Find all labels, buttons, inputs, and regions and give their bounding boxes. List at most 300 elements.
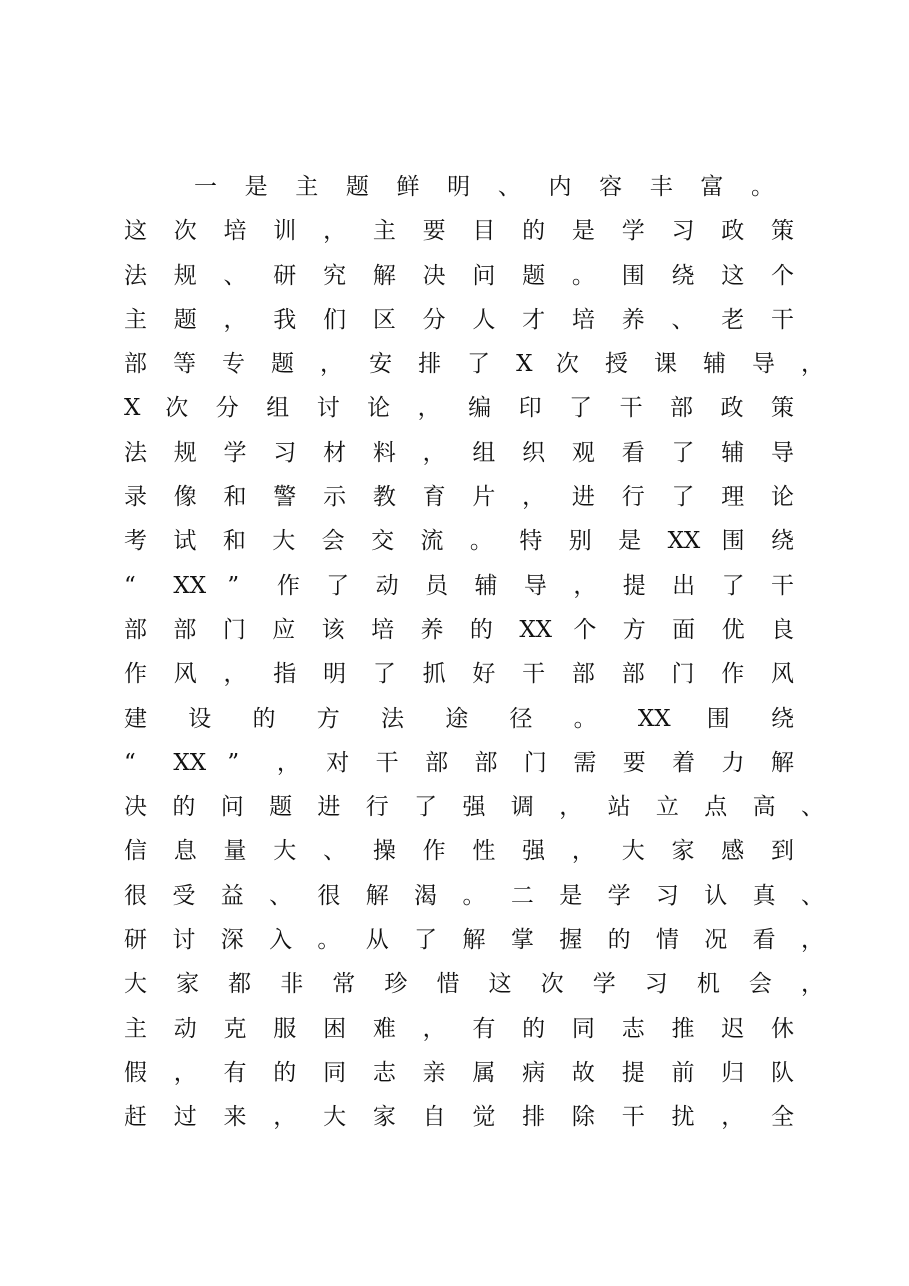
text-glyph: 导 — [751, 351, 775, 378]
text-glyph: 我 — [273, 306, 297, 333]
text-glyph: 了 — [372, 661, 396, 688]
text-line — [124, 209, 824, 253]
text-glyph: 政 — [720, 395, 744, 422]
text-glyph: 前 — [671, 1059, 695, 1086]
text-glyph: 次 — [555, 351, 579, 378]
text-glyph: 况 — [704, 927, 728, 954]
text-line — [124, 165, 824, 209]
text-glyph: 进 — [571, 484, 595, 511]
text-glyph: 专 — [222, 351, 246, 378]
text-glyph: 非 — [280, 971, 304, 998]
text-glyph: 良 — [771, 616, 794, 643]
text-glyph: X — [124, 395, 141, 422]
text-line — [124, 829, 824, 873]
text-glyph: 论 — [771, 484, 794, 511]
text-glyph: 部 — [124, 616, 147, 643]
text-glyph: 绕 — [671, 262, 695, 289]
text-glyph: 法 — [124, 262, 147, 289]
text-glyph: 录 — [124, 484, 147, 511]
text-line — [124, 741, 824, 785]
text-glyph: 解 — [372, 262, 396, 289]
text-glyph: 了 — [414, 794, 438, 821]
text-glyph: 习 — [273, 439, 297, 466]
text-glyph: 珍 — [384, 971, 408, 998]
text-glyph: 等 — [173, 351, 196, 378]
text-glyph: 考 — [124, 528, 147, 555]
text-glyph: 全 — [771, 1104, 794, 1131]
text-glyph: 训 — [273, 218, 297, 245]
text-glyph: 解 — [462, 927, 486, 954]
text-glyph: 对 — [326, 749, 350, 776]
text-glyph: 部 — [425, 749, 449, 776]
text-glyph: 这 — [488, 971, 512, 998]
text-glyph: 鲜 — [396, 174, 420, 200]
text-glyph: 很 — [317, 882, 341, 909]
text-glyph: 、 — [801, 794, 824, 821]
text-glyph: 干 — [621, 1104, 645, 1131]
text-glyph: 强 — [522, 838, 546, 865]
text-glyph: 要 — [622, 749, 646, 776]
text-glyph: 、 — [671, 306, 695, 333]
text-glyph: ， — [323, 218, 347, 245]
text-line — [124, 608, 824, 652]
text-glyph: 作 — [721, 661, 745, 688]
text-line — [124, 431, 824, 475]
text-glyph: 主 — [124, 1015, 147, 1042]
text-glyph: 。 — [469, 528, 493, 555]
text-glyph: 点 — [704, 794, 728, 821]
text-glyph: 问 — [472, 262, 496, 289]
text-line — [124, 785, 824, 829]
text-glyph: 干 — [771, 572, 794, 599]
text-glyph: ， — [422, 1015, 446, 1042]
text-glyph: 风 — [771, 661, 794, 688]
text-glyph: 作 — [422, 838, 446, 865]
text-glyph: 解 — [365, 882, 389, 909]
text-glyph: 、 — [801, 882, 824, 909]
text-line — [124, 342, 824, 386]
text-glyph: 分 — [422, 306, 446, 333]
text-line — [124, 519, 824, 563]
text-glyph: 惜 — [436, 971, 460, 998]
text-glyph: 。 — [751, 174, 774, 200]
text-glyph: 困 — [323, 1015, 347, 1042]
text-line — [124, 697, 824, 741]
text-glyph: 、 — [269, 882, 293, 909]
text-glyph: XX — [667, 528, 701, 555]
text-glyph: 了 — [569, 395, 593, 422]
text-glyph: 有 — [223, 1059, 247, 1086]
text-glyph: 到 — [771, 838, 794, 865]
text-glyph: 出 — [672, 572, 696, 599]
text-glyph: 学 — [607, 882, 631, 909]
text-glyph: 益 — [220, 882, 244, 909]
text-glyph: 培 — [371, 616, 395, 643]
text-glyph: 志 — [621, 1015, 645, 1042]
text-glyph: ， — [801, 971, 824, 998]
text-glyph: 了 — [326, 572, 350, 599]
text-glyph: 家 — [176, 971, 200, 998]
text-glyph: 作 — [124, 661, 147, 688]
text-glyph: 研 — [124, 927, 147, 954]
text-glyph: 部 — [621, 661, 645, 688]
text-line — [124, 254, 824, 298]
text-glyph: 的 — [607, 927, 631, 954]
text-line — [124, 298, 824, 342]
text-glyph: 和 — [223, 484, 247, 511]
text-glyph: ， — [721, 1104, 745, 1131]
text-glyph: 流 — [420, 528, 444, 555]
text-glyph: 习 — [671, 218, 695, 245]
text-glyph: 休 — [771, 1015, 794, 1042]
text-glyph: 策 — [771, 218, 794, 245]
text-glyph: 门 — [523, 749, 547, 776]
text-glyph: 法 — [380, 705, 404, 732]
text-glyph: 途 — [445, 705, 469, 732]
text-glyph: 部 — [173, 616, 197, 643]
text-glyph: 好 — [472, 661, 496, 688]
text-glyph: 从 — [365, 927, 389, 954]
text-glyph: 克 — [223, 1015, 247, 1042]
text-glyph: 进 — [317, 794, 341, 821]
text-glyph: 赶 — [124, 1104, 147, 1131]
text-glyph: 会 — [321, 528, 345, 555]
text-glyph: 组 — [266, 395, 290, 422]
text-glyph: 织 — [522, 439, 546, 466]
text-glyph: 方 — [316, 705, 340, 732]
text-glyph: 内 — [548, 174, 572, 200]
text-glyph: XX — [519, 616, 553, 643]
text-glyph: 服 — [273, 1015, 297, 1042]
text-glyph: 讨 — [316, 395, 340, 422]
text-glyph: 了 — [467, 351, 491, 378]
text-line — [124, 918, 824, 962]
text-glyph: “ — [124, 749, 136, 776]
text-glyph: 目 — [472, 218, 496, 245]
text-glyph: 大 — [621, 838, 645, 865]
text-glyph: 径 — [509, 705, 533, 732]
text-glyph: 策 — [771, 395, 794, 422]
text-glyph: 主 — [295, 174, 319, 200]
text-glyph: 要 — [422, 218, 446, 245]
text-glyph: 动 — [375, 572, 399, 599]
text-glyph: 机 — [696, 971, 720, 998]
text-glyph: 解 — [771, 749, 794, 776]
text-glyph: 迟 — [721, 1015, 745, 1042]
text-glyph: 辅 — [721, 439, 745, 466]
text-glyph: 排 — [522, 1104, 546, 1131]
text-glyph: 分 — [215, 395, 239, 422]
text-glyph: 动 — [173, 1015, 197, 1042]
text-glyph: 规 — [173, 439, 197, 466]
text-glyph: 、 — [323, 838, 347, 865]
text-glyph: 握 — [559, 927, 583, 954]
text-glyph: 规 — [173, 262, 197, 289]
text-glyph: 了 — [721, 572, 745, 599]
text-glyph: 抓 — [422, 661, 446, 688]
text-glyph: 大 — [273, 838, 297, 865]
text-glyph: XX — [173, 749, 207, 776]
text-glyph: 题 — [522, 262, 546, 289]
text-glyph: 习 — [655, 882, 679, 909]
text-glyph: 指 — [273, 661, 297, 688]
text-glyph: 调 — [510, 794, 534, 821]
text-glyph: 辅 — [702, 351, 726, 378]
text-glyph: 的 — [172, 794, 196, 821]
text-glyph: 提 — [621, 1059, 645, 1086]
text-glyph: 题 — [271, 351, 295, 378]
text-glyph: 量 — [223, 838, 247, 865]
text-glyph: 渴 — [414, 882, 438, 909]
text-glyph: 干 — [619, 395, 643, 422]
text-glyph: 自 — [422, 1104, 446, 1131]
text-glyph: 育 — [422, 484, 446, 511]
text-line — [124, 874, 824, 918]
text-glyph: 属 — [472, 1059, 496, 1086]
text-glyph: ， — [273, 1104, 297, 1131]
text-glyph: 明 — [447, 174, 471, 200]
text-glyph: 课 — [653, 351, 677, 378]
text-glyph: 站 — [607, 794, 631, 821]
text-glyph: 安 — [369, 351, 393, 378]
text-line — [124, 475, 824, 519]
text-glyph: ， — [801, 351, 824, 378]
text-glyph: 家 — [372, 1104, 396, 1131]
text-line — [124, 564, 824, 608]
text-glyph: 难 — [372, 1015, 396, 1042]
text-glyph: 应 — [272, 616, 296, 643]
text-glyph: 们 — [323, 306, 347, 333]
text-glyph: 部 — [474, 749, 498, 776]
text-glyph: 富 — [700, 174, 724, 200]
text-glyph: 员 — [425, 572, 449, 599]
text-glyph: 门 — [222, 616, 246, 643]
text-glyph: 该 — [321, 616, 345, 643]
text-glyph: 有 — [472, 1015, 496, 1042]
text-glyph: 。 — [573, 705, 597, 732]
text-glyph: 围 — [706, 705, 730, 732]
text-glyph: 建 — [124, 705, 147, 732]
text-glyph: 才 — [522, 306, 546, 333]
text-glyph: 养 — [420, 616, 444, 643]
text-glyph: 入 — [269, 927, 293, 954]
text-glyph: 真 — [752, 882, 776, 909]
text-glyph: ， — [223, 661, 247, 688]
text-glyph: 干 — [522, 661, 546, 688]
text-glyph: 受 — [172, 882, 196, 909]
text-glyph: 次 — [540, 971, 564, 998]
text-glyph: 常 — [332, 971, 356, 998]
text-glyph: ” — [227, 572, 240, 599]
text-glyph: 大 — [124, 971, 147, 998]
text-glyph: 部 — [571, 661, 595, 688]
text-glyph: 主 — [124, 306, 147, 333]
text-glyph: 问 — [220, 794, 244, 821]
text-glyph: 别 — [568, 528, 592, 555]
text-glyph: 养 — [621, 306, 645, 333]
text-glyph: 料 — [372, 439, 396, 466]
text-glyph: 息 — [173, 838, 197, 865]
text-glyph: 个 — [573, 616, 597, 643]
text-glyph: 导 — [771, 439, 794, 466]
text-glyph: 编 — [468, 395, 492, 422]
text-glyph: 归 — [721, 1059, 745, 1086]
text-glyph: 情 — [655, 927, 679, 954]
text-glyph: 看 — [752, 927, 776, 954]
text-glyph: 区 — [372, 306, 396, 333]
text-glyph: ， — [223, 306, 247, 333]
text-glyph: 培 — [571, 306, 595, 333]
text-glyph: 干 — [375, 749, 399, 776]
text-glyph: 像 — [173, 484, 197, 511]
text-glyph: 信 — [124, 838, 147, 865]
text-glyph: 需 — [573, 749, 597, 776]
text-glyph: 会 — [748, 971, 772, 998]
text-glyph: 特 — [519, 528, 543, 555]
text-glyph: 次 — [173, 218, 197, 245]
text-glyph: 这 — [124, 218, 147, 245]
text-glyph: 观 — [571, 439, 595, 466]
text-glyph: 提 — [622, 572, 646, 599]
text-glyph: 决 — [422, 262, 446, 289]
text-glyph: 的 — [469, 616, 493, 643]
text-glyph: 个 — [771, 262, 794, 289]
text-glyph: 掌 — [510, 927, 534, 954]
text-glyph: 故 — [571, 1059, 595, 1086]
text-glyph: 队 — [771, 1059, 794, 1086]
text-glyph: 来 — [223, 1104, 247, 1131]
text-glyph: 的 — [252, 705, 276, 732]
text-glyph: 培 — [223, 218, 247, 245]
text-glyph: 试 — [173, 528, 197, 555]
text-glyph: 扰 — [671, 1104, 695, 1131]
text-glyph: 授 — [604, 351, 628, 378]
text-glyph: “ — [124, 572, 136, 599]
text-glyph: 操 — [372, 838, 396, 865]
text-line — [124, 1095, 824, 1139]
text-line — [124, 652, 824, 696]
text-glyph: ， — [173, 1059, 197, 1086]
text-glyph: 理 — [721, 484, 745, 511]
text-glyph: 部 — [670, 395, 694, 422]
text-glyph: 深 — [220, 927, 244, 954]
text-glyph: 优 — [721, 616, 745, 643]
text-glyph: 题 — [269, 794, 293, 821]
text-line — [124, 386, 824, 430]
text-glyph: 方 — [622, 616, 646, 643]
text-glyph: 了 — [671, 439, 695, 466]
text-glyph: 讨 — [172, 927, 196, 954]
text-glyph: 绕 — [771, 528, 794, 555]
text-glyph: 辅 — [474, 572, 498, 599]
text-glyph: 除 — [571, 1104, 595, 1131]
text-glyph: 、 — [223, 262, 247, 289]
text-glyph: ， — [571, 838, 595, 865]
text-glyph: ， — [801, 927, 824, 954]
text-glyph: 学 — [223, 439, 247, 466]
text-glyph: 。 — [571, 262, 595, 289]
text-glyph: 。 — [317, 927, 341, 954]
text-glyph: 题 — [173, 306, 197, 333]
text-glyph: 作 — [276, 572, 300, 599]
text-glyph: 门 — [671, 661, 695, 688]
text-glyph: 了 — [414, 927, 438, 954]
text-glyph: 研 — [273, 262, 297, 289]
text-glyph: 性 — [472, 838, 496, 865]
text-glyph: 题 — [345, 174, 369, 200]
text-glyph: 觉 — [472, 1104, 496, 1131]
text-glyph: 同 — [323, 1059, 347, 1086]
text-glyph: 力 — [721, 749, 745, 776]
text-glyph: 次 — [165, 395, 189, 422]
text-glyph: 学 — [592, 971, 616, 998]
text-glyph: 一 — [194, 174, 217, 200]
text-glyph: 交 — [371, 528, 395, 555]
text-glyph: 着 — [672, 749, 696, 776]
text-glyph: 老 — [721, 306, 745, 333]
text-glyph: 过 — [173, 1104, 197, 1131]
text-glyph: 的 — [522, 1015, 546, 1042]
text-line — [124, 962, 824, 1006]
text-glyph: 法 — [124, 439, 147, 466]
text-glyph: 是 — [559, 882, 583, 909]
text-glyph: 人 — [472, 306, 496, 333]
text-glyph: 部 — [124, 351, 147, 378]
text-glyph: ， — [559, 794, 583, 821]
text-glyph: 看 — [621, 439, 645, 466]
text-glyph: 假 — [124, 1059, 147, 1086]
text-glyph: X — [516, 351, 533, 378]
text-glyph: 绕 — [771, 705, 794, 732]
text-glyph: 立 — [655, 794, 679, 821]
text-glyph: ， — [422, 439, 446, 466]
text-glyph: XX — [173, 572, 207, 599]
text-glyph: 、 — [497, 174, 521, 200]
text-glyph: 亲 — [422, 1059, 446, 1086]
text-glyph: XX — [637, 705, 671, 732]
text-glyph: 和 — [222, 528, 246, 555]
text-glyph: 大 — [323, 1104, 347, 1131]
text-glyph: 认 — [704, 882, 728, 909]
text-glyph: 同 — [571, 1015, 595, 1042]
text-glyph: 的 — [273, 1059, 297, 1086]
text-glyph: 政 — [721, 218, 745, 245]
text-glyph: 是 — [571, 218, 595, 245]
text-glyph: 高 — [752, 794, 776, 821]
text-glyph: 究 — [323, 262, 347, 289]
text-glyph: 很 — [124, 882, 147, 909]
text-glyph: 围 — [721, 528, 745, 555]
text-glyph: 丰 — [649, 174, 673, 200]
text-glyph: 行 — [365, 794, 389, 821]
text-glyph: 容 — [599, 174, 623, 200]
text-glyph: 感 — [721, 838, 745, 865]
text-glyph: 决 — [124, 794, 147, 821]
text-glyph: 材 — [323, 439, 347, 466]
text-glyph: 明 — [323, 661, 347, 688]
body-text — [124, 165, 824, 1140]
text-glyph: 行 — [621, 484, 645, 511]
text-glyph: 排 — [418, 351, 442, 378]
text-glyph: 习 — [644, 971, 668, 998]
text-glyph: 家 — [671, 838, 695, 865]
text-glyph: ” — [227, 749, 240, 776]
text-line — [124, 1051, 824, 1095]
text-glyph: 导 — [523, 572, 547, 599]
text-glyph: ， — [276, 749, 300, 776]
text-glyph: 。 — [462, 882, 486, 909]
text-glyph: 警 — [273, 484, 297, 511]
